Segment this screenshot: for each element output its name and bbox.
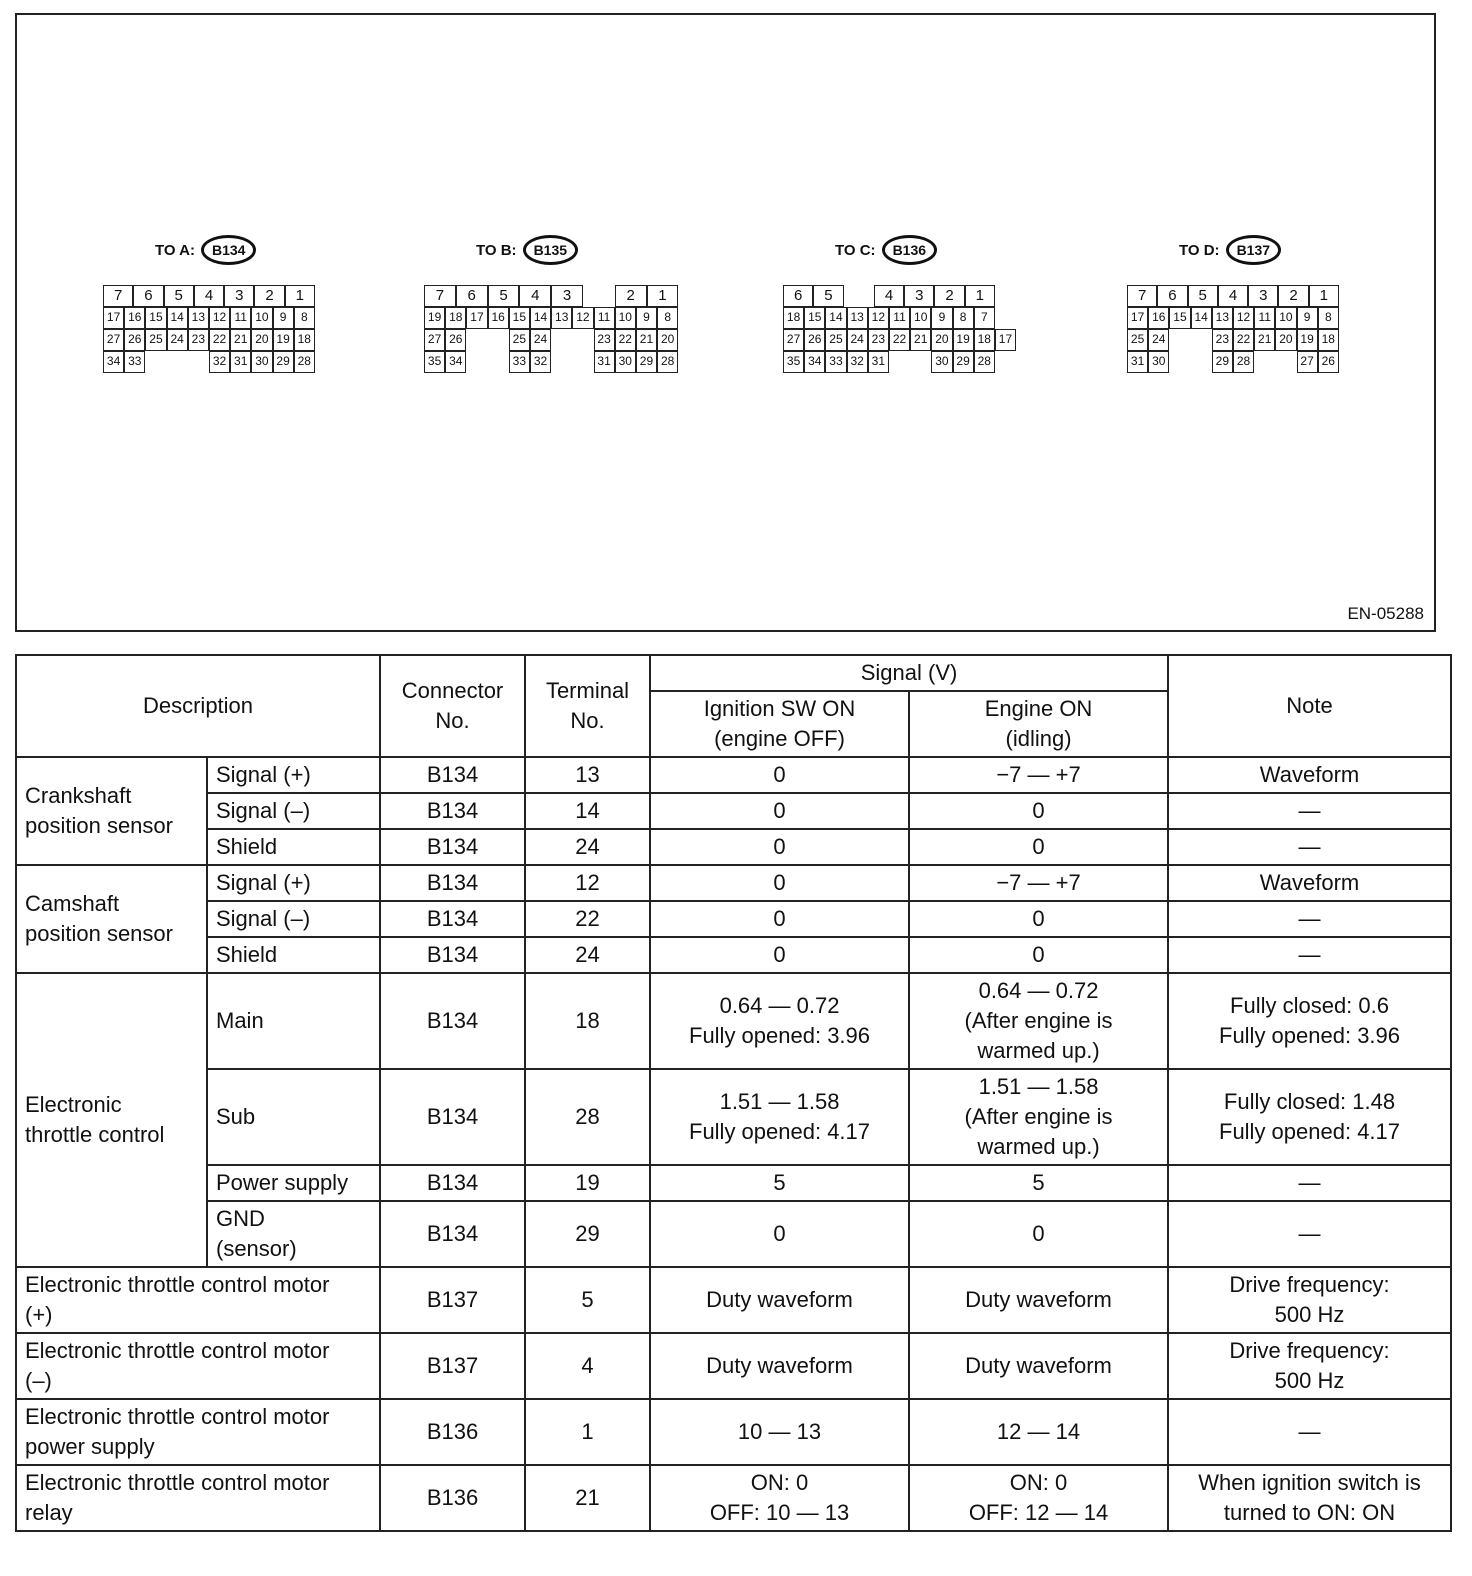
table-row [16,1069,1451,1165]
pin-cell: 29 [953,351,974,373]
pin-cell: 15 [804,307,825,329]
sub-item: Sub [207,1069,380,1165]
pin-cell: 33 [825,351,846,373]
pin-row [103,351,315,373]
pin-cell: 3 [551,285,583,307]
terminal-no: 18 [525,973,650,1069]
terminal-no: 29 [525,1201,650,1267]
terminal-no: 5 [525,1267,650,1333]
table-row [16,1165,1451,1201]
terminal-no: 1 [525,1399,650,1465]
pin-cell: 27 [424,329,445,351]
engine-on-value: 12 — 14 [909,1399,1168,1465]
pin-cell: 7 [1127,285,1157,307]
pin-cell: 19 [1297,329,1318,351]
pin-cell: 21 [1254,329,1275,351]
header-note: Note [1168,655,1451,757]
pin-gap [145,351,166,373]
pin-cell: 7 [974,307,995,329]
pin-cell: 24 [847,329,868,351]
pin-row [1127,329,1339,351]
pin-cell: 10 [1275,307,1296,329]
pin-cell: 21 [230,329,251,351]
pin-cell: 31 [594,351,615,373]
engine-on-value: 0 [909,829,1168,865]
connector-id-badge: B135 [523,235,578,265]
pin-row [1127,351,1339,373]
connector-id-badge: B137 [1226,235,1281,265]
pin-cell: 12 [572,307,593,329]
ignition-on-value: Duty waveform [650,1267,909,1333]
pin-cell: 6 [783,285,813,307]
pin-cell: 22 [1233,329,1254,351]
pin-cell: 30 [1148,351,1169,373]
pin-cell: 15 [1169,307,1190,329]
pin-cell: 10 [910,307,931,329]
ignition-on-value: 0 [650,865,909,901]
sub-item: GND (sensor) [207,1201,380,1267]
pin-gap [466,329,487,351]
sub-item: Shield [207,937,380,973]
note-value: Waveform [1168,865,1451,901]
pin-cell: 31 [1127,351,1148,373]
pin-cell: 8 [294,307,315,329]
note-value: — [1168,1399,1451,1465]
pin-cell: 18 [294,329,315,351]
terminal-no: 28 [525,1069,650,1165]
pin-cell: 15 [145,307,166,329]
pin-cell: 2 [615,285,647,307]
pin-gap [572,351,593,373]
connector-label [835,235,937,265]
pin-cell: 13 [188,307,209,329]
header-terminal: Terminal No. [525,655,650,757]
pin-cell: 21 [910,329,931,351]
pin-cell: 9 [1297,307,1318,329]
connector-no: B137 [380,1267,525,1333]
pin-cell: 25 [145,329,166,351]
pin-cell: 2 [1278,285,1308,307]
pin-row [783,329,1016,351]
pin-cell: 11 [889,307,910,329]
terminal-no: 13 [525,757,650,793]
pin-cell: 25 [1127,329,1148,351]
pin-cell: 33 [509,351,530,373]
pin-cell: 10 [251,307,272,329]
connector-label-text: TO C: [835,241,876,259]
terminal-no: 19 [525,1165,650,1201]
pin-gap [583,285,615,307]
sub-item: Power supply [207,1165,380,1201]
pin-row [1127,285,1339,307]
pin-cell: 4 [519,285,551,307]
pin-cell: 29 [273,351,294,373]
ignition-on-value: 10 — 13 [650,1399,909,1465]
pin-cell: 28 [974,351,995,373]
sub-item: Signal (+) [207,757,380,793]
pin-cell: 1 [647,285,679,307]
pin-gap [488,351,509,373]
engine-on-value: −7 — +7 [909,865,1168,901]
pin-cell: 26 [1318,351,1339,373]
pin-cell: 30 [615,351,636,373]
connector-label-text: TO D: [1179,241,1220,259]
pin-cell: 32 [847,351,868,373]
pin-row [424,307,678,329]
connector-id-badge: B134 [201,235,256,265]
pin-cell: 5 [488,285,520,307]
pin-cell: 8 [1318,307,1339,329]
ignition-on-value: 0.64 — 0.72 Fully opened: 3.96 [650,973,909,1069]
pin-row [103,329,315,351]
item-name: Electronic throttle control motor power supply [16,1399,380,1465]
header-engine-on: Engine ON (idling) [909,691,1168,757]
pin-cell: 27 [783,329,804,351]
pin-cell: 23 [1212,329,1233,351]
pin-cell: 11 [230,307,251,329]
pin-gap [488,329,509,351]
terminal-no: 24 [525,829,650,865]
header-description: Description [16,655,380,757]
engine-on-value: 0 [909,1201,1168,1267]
item-name: Electronic throttle control motor relay [16,1465,380,1531]
table-row [16,1399,1451,1465]
connector-label-text: TO A: [155,241,195,259]
pin-cell: 28 [1233,351,1254,373]
connector-no: B134 [380,865,525,901]
header-row [16,655,1451,691]
pin-cell: 21 [636,329,657,351]
pin-cell: 19 [273,329,294,351]
pin-cell: 9 [636,307,657,329]
pin-row [424,329,678,351]
connector-label [155,235,256,265]
pin-gap [551,351,572,373]
note-value: Fully closed: 1.48 Fully opened: 4.17 [1168,1069,1451,1165]
header-connector: Connector No. [380,655,525,757]
terminal-no: 14 [525,793,650,829]
engine-on-value: ON: 0 OFF: 12 — 14 [909,1465,1168,1531]
table-row [16,1465,1451,1531]
pin-cell: 11 [594,307,615,329]
pin-cell: 19 [424,307,445,329]
pin-cell: 8 [953,307,974,329]
pin-gap [1275,351,1296,373]
connector-id-badge: B136 [882,235,937,265]
pin-row [103,307,315,329]
pin-gap [167,351,188,373]
pin-cell: 13 [551,307,572,329]
pin-cell: 2 [254,285,284,307]
connector-diagram [15,13,1436,632]
pin-cell: 10 [615,307,636,329]
connector-label [476,235,578,265]
pin-cell: 20 [1275,329,1296,351]
pin-gap [572,329,593,351]
table-row [16,793,1451,829]
pin-cell: 30 [251,351,272,373]
pin-cell: 17 [103,307,124,329]
pin-cell: 14 [167,307,188,329]
pin-cell: 26 [804,329,825,351]
pin-gap [910,351,931,373]
pin-cell: 11 [1254,307,1275,329]
ignition-on-value: 0 [650,793,909,829]
pin-gap [1191,351,1212,373]
note-value: — [1168,829,1451,865]
pin-cell: 14 [1191,307,1212,329]
pin-cell: 17 [1127,307,1148,329]
connector-no: B134 [380,829,525,865]
terminal-no: 12 [525,865,650,901]
sub-item: Shield [207,829,380,865]
note-value: When ignition switch is turned to ON: ON [1168,1465,1451,1531]
table-row [16,1267,1451,1333]
pin-row [103,285,315,307]
pin-cell: 8 [657,307,678,329]
connector-no: B134 [380,793,525,829]
pin-cell: 25 [825,329,846,351]
pin-cell: 29 [1212,351,1233,373]
note-value: Drive frequency: 500 Hz [1168,1333,1451,1399]
pin-row [424,285,678,307]
pin-cell: 23 [188,329,209,351]
connector-label-text: TO B: [476,241,517,259]
sub-item: Main [207,973,380,1069]
pin-cell: 25 [509,329,530,351]
terminal-no: 4 [525,1333,650,1399]
item-name: Camshaft position sensor [16,865,207,973]
pin-cell: 18 [974,329,995,351]
pin-cell: 35 [424,351,445,373]
note-value: — [1168,1201,1451,1267]
pin-cell: 26 [445,329,466,351]
sub-item: Signal (–) [207,793,380,829]
connector-no: B136 [380,1465,525,1531]
table-row [16,937,1451,973]
connector-no: B134 [380,757,525,793]
connector-label [1179,235,1281,265]
pin-cell: 6 [133,285,163,307]
pin-row [783,307,995,329]
pin-cell: 13 [1212,307,1233,329]
ignition-on-value: 0 [650,1201,909,1267]
pin-cell: 14 [530,307,551,329]
pin-cell: 18 [445,307,466,329]
pin-cell: 6 [456,285,488,307]
pin-cell: 3 [1248,285,1278,307]
header-signal: Signal (V) [650,655,1168,691]
connector-no: B136 [380,1399,525,1465]
pin-cell: 28 [294,351,315,373]
terminal-no: 24 [525,937,650,973]
pin-row [783,351,995,373]
table-row [16,1201,1451,1267]
pin-cell: 7 [103,285,133,307]
pin-cell: 31 [868,351,889,373]
terminal-no: 22 [525,901,650,937]
pin-row [1127,307,1339,329]
note-value: Fully closed: 0.6 Fully opened: 3.96 [1168,973,1451,1069]
pin-cell: 3 [224,285,254,307]
pin-cell: 34 [103,351,124,373]
pin-row [783,285,995,307]
pin-cell: 5 [813,285,843,307]
item-name: Electronic throttle control [16,973,207,1267]
engine-on-value: −7 — +7 [909,757,1168,793]
table-row [16,1333,1451,1399]
pin-cell: 1 [1309,285,1339,307]
pin-cell: 6 [1157,285,1187,307]
ignition-on-value: ON: 0 OFF: 10 — 13 [650,1465,909,1531]
pin-cell: 14 [825,307,846,329]
pin-cell: 27 [103,329,124,351]
pin-cell: 19 [953,329,974,351]
pin-cell: 23 [868,329,889,351]
pin-cell: 12 [868,307,889,329]
connector-no: B134 [380,1165,525,1201]
engine-on-value: 0 [909,901,1168,937]
table-row [16,901,1451,937]
pin-cell: 4 [874,285,904,307]
engine-on-value: Duty waveform [909,1267,1168,1333]
pin-cell: 4 [1218,285,1248,307]
pin-gap [1169,351,1190,373]
pin-cell: 16 [1148,307,1169,329]
pin-cell: 26 [124,329,145,351]
pin-cell: 5 [164,285,194,307]
pin-cell: 16 [124,307,145,329]
pin-cell: 20 [657,329,678,351]
note-value: — [1168,901,1451,937]
pin-cell: 18 [1318,329,1339,351]
pin-cell: 22 [209,329,230,351]
sub-item: Signal (+) [207,865,380,901]
table-row [16,829,1451,865]
ignition-on-value: 0 [650,829,909,865]
pin-cell: 27 [1297,351,1318,373]
engine-on-value: 0.64 — 0.72 (After engine is warmed up.) [909,973,1168,1069]
pin-cell: 9 [273,307,294,329]
ignition-on-value: 5 [650,1165,909,1201]
table-row [16,757,1451,793]
pin-cell: 1 [285,285,315,307]
note-value: — [1168,1165,1451,1201]
item-name: Electronic throttle control motor (+) [16,1267,380,1333]
pin-cell: 2 [934,285,964,307]
pin-gap [188,351,209,373]
pin-gap [1191,329,1212,351]
ignition-on-value: 1.51 — 1.58 Fully opened: 4.17 [650,1069,909,1165]
pin-cell: 30 [931,351,952,373]
terminal-no: 21 [525,1465,650,1531]
pin-cell: 31 [230,351,251,373]
pin-cell: 7 [424,285,456,307]
pin-cell: 29 [636,351,657,373]
connector-no: B134 [380,1201,525,1267]
connector-no: B134 [380,937,525,973]
pin-cell: 9 [931,307,952,329]
pin-cell: 24 [1148,329,1169,351]
engine-on-value: 1.51 — 1.58 (After engine is warmed up.) [909,1069,1168,1165]
ignition-on-value: 0 [650,937,909,973]
pin-cell: 13 [847,307,868,329]
engine-on-value: 0 [909,793,1168,829]
ignition-on-value: 0 [650,757,909,793]
pin-cell: 12 [209,307,230,329]
ignition-on-value: Duty waveform [650,1333,909,1399]
connector-no: B137 [380,1333,525,1399]
pin-cell: 12 [1233,307,1254,329]
table-row [16,973,1451,1069]
pin-cell: 32 [530,351,551,373]
pin-cell: 22 [615,329,636,351]
engine-on-value: Duty waveform [909,1333,1168,1399]
note-value: — [1168,793,1451,829]
sub-item: Signal (–) [207,901,380,937]
pin-gap [889,351,910,373]
pin-cell: 33 [124,351,145,373]
pin-cell: 20 [251,329,272,351]
pin-cell: 23 [594,329,615,351]
pin-cell: 20 [931,329,952,351]
engine-on-value: 5 [909,1165,1168,1201]
connector-no: B134 [380,901,525,937]
pin-cell: 35 [783,351,804,373]
pin-cell: 18 [783,307,804,329]
pin-cell: 1 [965,285,995,307]
pin-cell: 24 [530,329,551,351]
figure-code: EN-05288 [1347,604,1424,623]
signal-table [15,654,1452,1532]
pin-cell: 3 [904,285,934,307]
table-row [16,865,1451,901]
connector-no: B134 [380,1069,525,1165]
pin-gap [466,351,487,373]
pin-cell: 5 [1188,285,1218,307]
item-name: Crankshaft position sensor [16,757,207,865]
note-value: — [1168,937,1451,973]
pin-gap [844,285,874,307]
pin-cell: 15 [509,307,530,329]
pin-cell: 4 [194,285,224,307]
pin-cell: 34 [445,351,466,373]
pin-gap [1254,351,1275,373]
item-name: Electronic throttle control motor (–) [16,1333,380,1399]
pin-cell: 17 [995,329,1016,351]
pin-cell: 34 [804,351,825,373]
note-value: Waveform [1168,757,1451,793]
engine-on-value: 0 [909,937,1168,973]
note-value: Drive frequency: 500 Hz [1168,1267,1451,1333]
connector-no: B134 [380,973,525,1069]
header-ignition-on: Ignition SW ON (engine OFF) [650,691,909,757]
pin-gap [1169,329,1190,351]
pin-cell: 24 [167,329,188,351]
ignition-on-value: 0 [650,901,909,937]
pin-row [424,351,678,373]
pin-cell: 17 [466,307,487,329]
pin-cell: 16 [488,307,509,329]
pin-cell: 22 [889,329,910,351]
pin-cell: 32 [209,351,230,373]
pin-cell: 28 [657,351,678,373]
pin-gap [551,329,572,351]
